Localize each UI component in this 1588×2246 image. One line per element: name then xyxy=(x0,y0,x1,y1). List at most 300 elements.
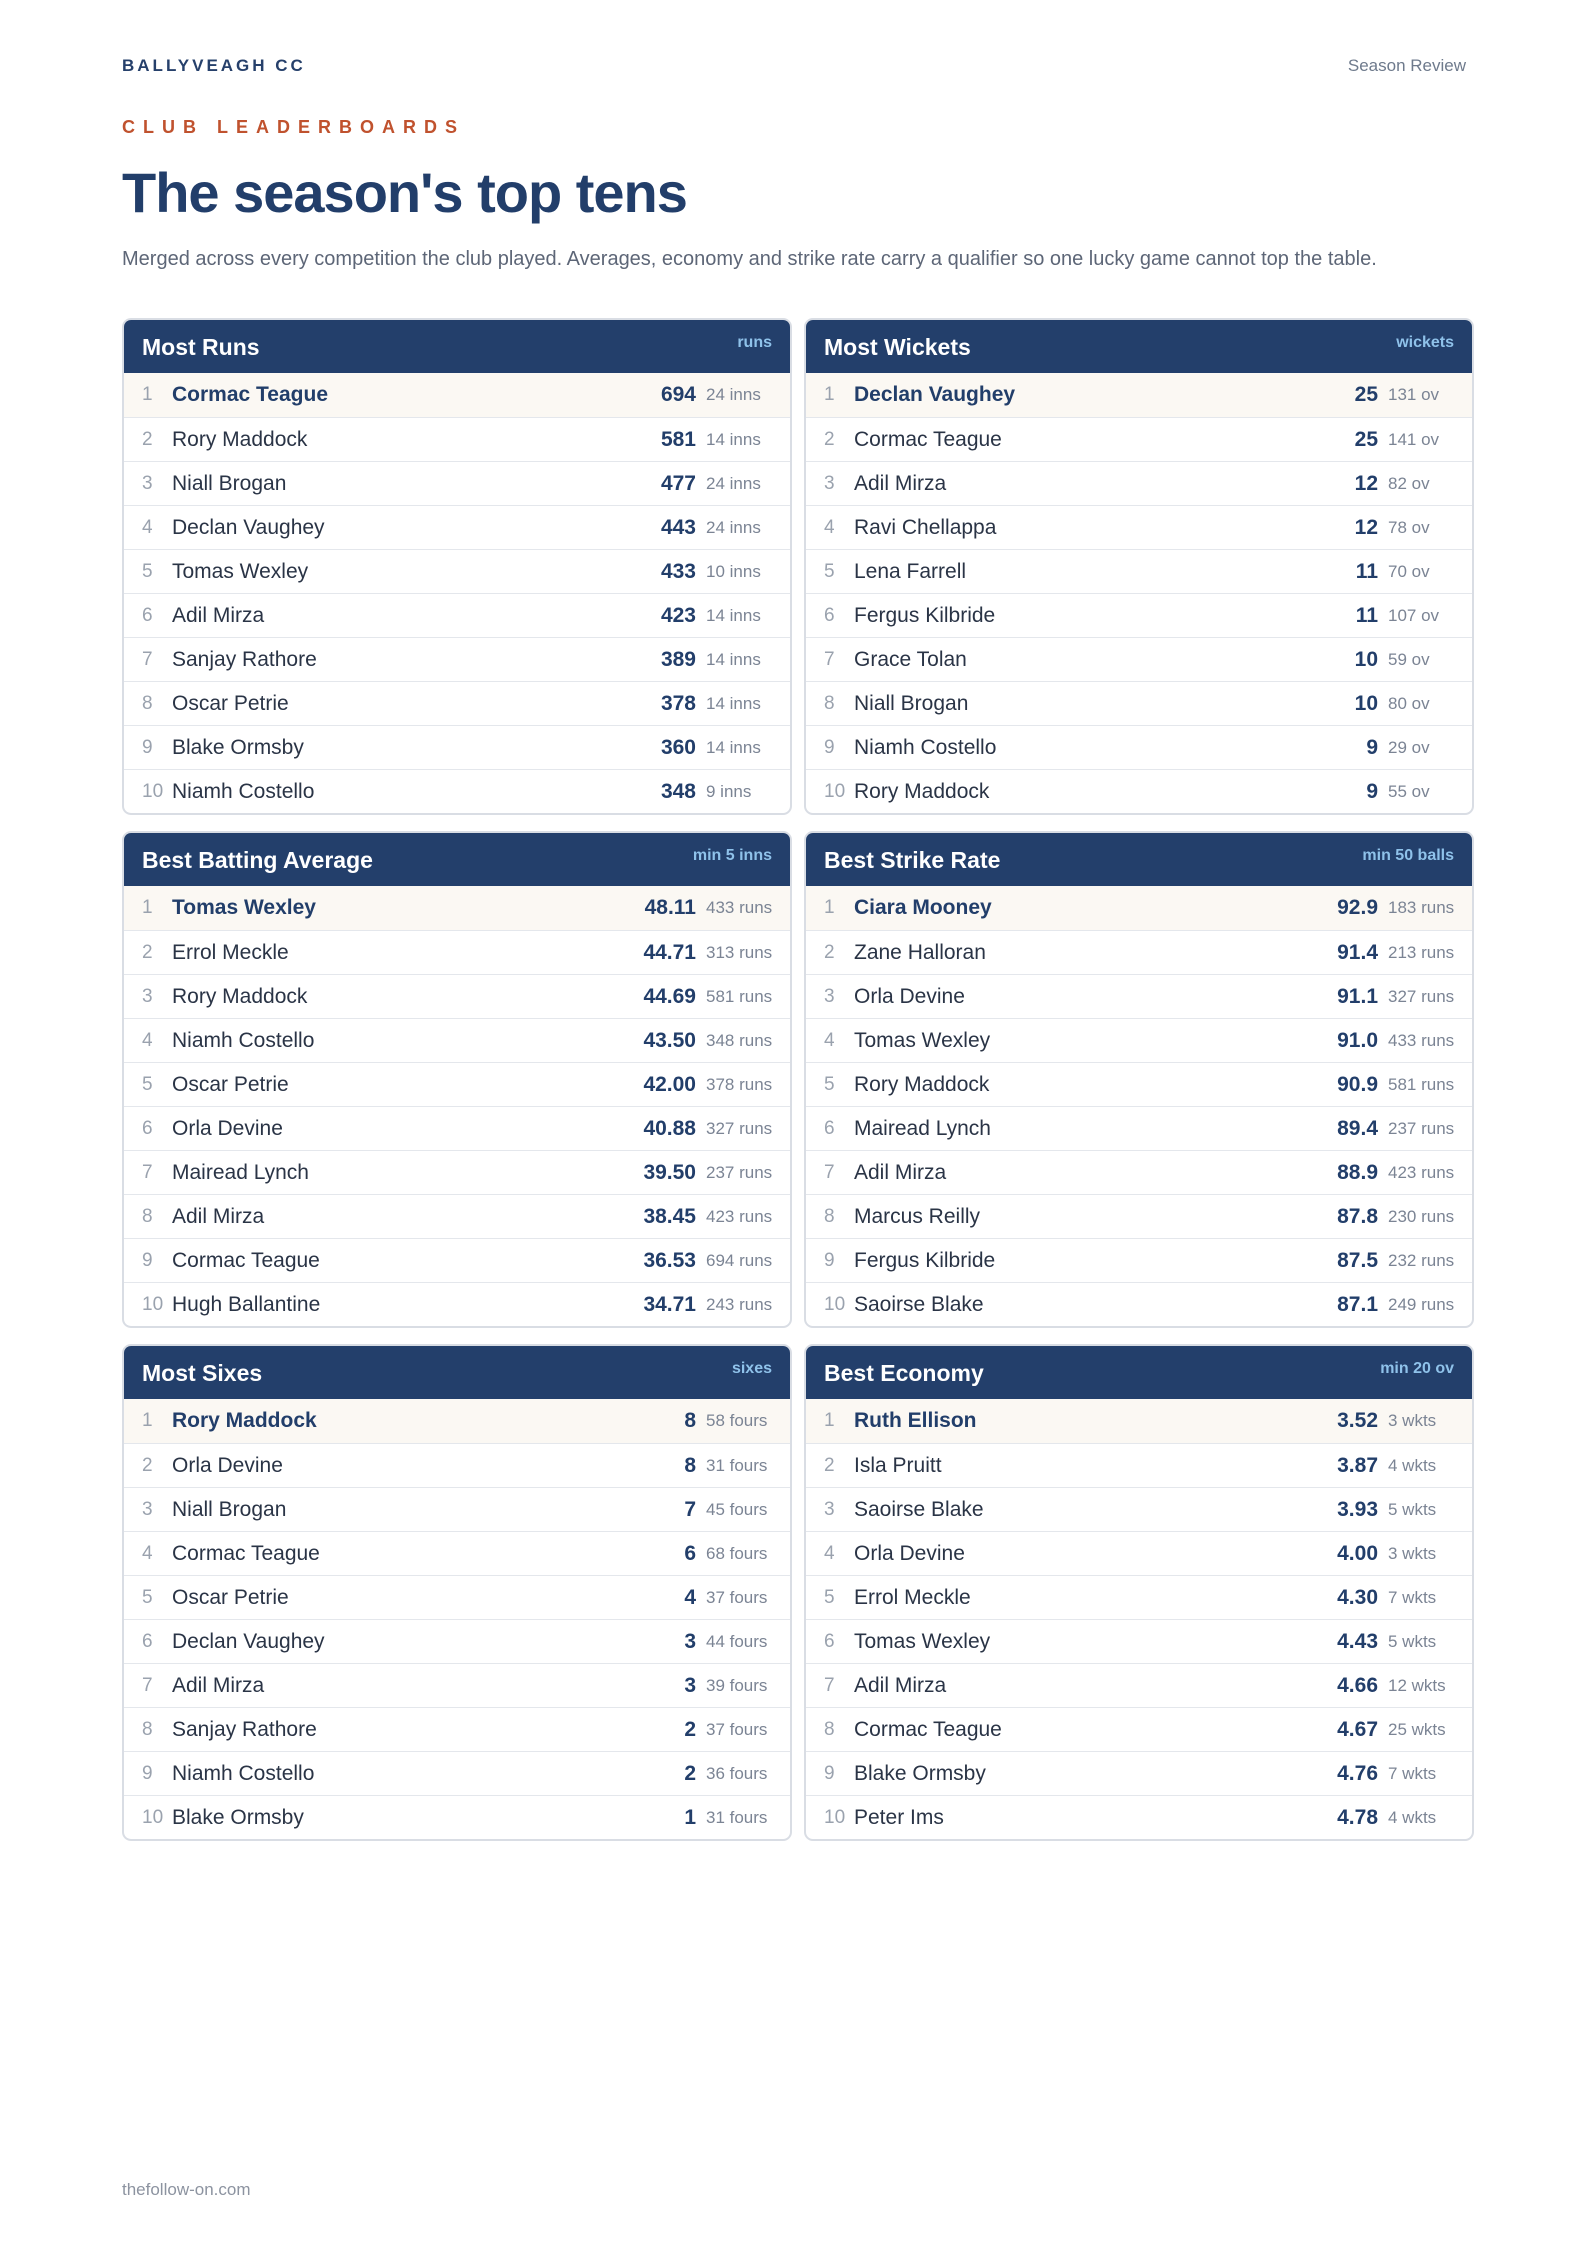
card-header xyxy=(124,320,790,373)
rank-cell: 10 xyxy=(142,1293,164,1315)
stat-context: 213 runs xyxy=(1388,942,1455,962)
table-row xyxy=(806,461,1472,505)
player-name: Oscar Petrie xyxy=(172,1072,289,1096)
page-subtitle: Merged across every competition the club played. Averages, economy and strike rate carry a qualifier so one lucky game cannot top the table. xyxy=(122,248,1377,270)
stat-value: 3.93 xyxy=(1337,1497,1378,1521)
stat-context: 44 fours xyxy=(706,1631,768,1651)
player-name: Sanjay Rathore xyxy=(172,1717,317,1741)
stat-value: 7 xyxy=(684,1497,696,1521)
player-name: Saoirse Blake xyxy=(854,1497,984,1521)
rank-cell: 6 xyxy=(142,1117,153,1139)
stat-context: 327 runs xyxy=(706,1118,773,1138)
stat-value: 25 xyxy=(1354,383,1378,406)
stat-value: 9 xyxy=(1366,735,1378,759)
table-row xyxy=(806,1663,1472,1707)
stat-context: 4 wkts xyxy=(1388,1455,1437,1475)
stat-context: 68 fours xyxy=(706,1543,768,1563)
rank-cell: 6 xyxy=(824,604,835,626)
rank-cell: 8 xyxy=(824,1718,835,1740)
table-row xyxy=(124,637,790,681)
club-name: BALLYVEAGH CC xyxy=(122,56,306,75)
card-title: Best Strike Rate xyxy=(824,847,1001,873)
player-name: Adil Mirza xyxy=(172,1204,265,1228)
card-title: Best Batting Average xyxy=(142,847,373,873)
player-name: Declan Vaughey xyxy=(172,515,325,539)
stat-value: 42.00 xyxy=(643,1072,696,1096)
card-header xyxy=(124,833,790,886)
section-label: Season Review xyxy=(1347,56,1466,75)
stat-context: 5 wkts xyxy=(1388,1499,1437,1519)
player-name: Orla Devine xyxy=(172,1116,283,1140)
player-name: Blake Ormsby xyxy=(172,1805,304,1829)
stat-context: 70 ov xyxy=(1388,561,1430,581)
table-row xyxy=(124,1106,790,1150)
stat-context: 24 inns xyxy=(706,385,761,404)
rank-cell: 4 xyxy=(142,1029,153,1051)
player-name: Peter Ims xyxy=(854,1805,944,1829)
rank-cell: 7 xyxy=(824,648,835,670)
rank-cell: 7 xyxy=(142,648,153,670)
card-qualifier: sixes xyxy=(731,1360,772,1377)
stat-context: 107 ov xyxy=(1388,605,1440,625)
player-name: Lena Farrell xyxy=(854,559,967,583)
card-rows xyxy=(806,886,1472,1326)
stat-context: 348 runs xyxy=(706,1030,773,1050)
stat-context: 5 wkts xyxy=(1388,1631,1437,1651)
rank-cell: 6 xyxy=(824,1117,835,1139)
table-row xyxy=(806,1707,1472,1751)
table-row xyxy=(124,1487,790,1531)
table-row xyxy=(806,417,1472,461)
table-row xyxy=(124,1443,790,1487)
player-name: Rory Maddock xyxy=(854,1072,990,1096)
stat-value: 38.45 xyxy=(643,1204,696,1228)
table-row xyxy=(806,1443,1472,1487)
table-row xyxy=(124,930,790,974)
rank-cell: 8 xyxy=(142,1718,153,1740)
stat-value: 4.00 xyxy=(1337,1541,1378,1565)
player-name: Errol Meckle xyxy=(172,940,289,964)
table-row xyxy=(124,549,790,593)
stat-value: 3 xyxy=(684,1673,696,1697)
stat-context: 59 ov xyxy=(1388,649,1430,669)
player-name: Adil Mirza xyxy=(854,1673,947,1697)
card-qualifier: min 50 balls xyxy=(1362,847,1454,864)
player-name: Rory Maddock xyxy=(172,984,308,1008)
table-row xyxy=(806,1238,1472,1282)
rank-cell: 2 xyxy=(142,428,153,450)
player-name: Niamh Costello xyxy=(172,779,315,803)
stat-value: 11 xyxy=(1355,603,1378,627)
rank-cell: 3 xyxy=(142,1498,153,1520)
stat-value: 477 xyxy=(660,471,696,495)
stat-context: 313 runs xyxy=(706,942,773,962)
stat-context: 141 ov xyxy=(1388,429,1440,449)
leaderboard-card xyxy=(122,1344,792,1841)
card-qualifier: min 5 inns xyxy=(692,847,772,864)
stat-context: 14 inns xyxy=(706,737,761,757)
stat-value: 3.52 xyxy=(1337,1409,1378,1432)
player-name: Ruth Ellison xyxy=(854,1409,977,1432)
table-row xyxy=(124,1663,790,1707)
stat-context: 78 ov xyxy=(1388,517,1430,537)
table-row xyxy=(124,1018,790,1062)
player-name: Rory Maddock xyxy=(172,427,308,451)
stat-value: 389 xyxy=(660,647,696,671)
table-row xyxy=(806,1575,1472,1619)
stat-context: 14 inns xyxy=(706,605,761,625)
rank-cell: 4 xyxy=(824,516,835,538)
player-name: Tomas Wexley xyxy=(854,1028,991,1052)
rank-cell: 9 xyxy=(142,1762,153,1784)
player-name: Niamh Costello xyxy=(854,735,997,759)
rank-cell: 9 xyxy=(824,1762,835,1784)
top-bar xyxy=(122,56,1466,76)
player-name: Adil Mirza xyxy=(172,603,265,627)
rank-cell: 3 xyxy=(824,985,835,1007)
player-name: Marcus Reilly xyxy=(854,1204,981,1228)
rank-cell: 1 xyxy=(142,1410,153,1431)
player-name: Tomas Wexley xyxy=(172,559,309,583)
stat-value: 433 xyxy=(660,559,696,583)
player-name: Adil Mirza xyxy=(172,1673,265,1697)
player-name: Declan Vaughey xyxy=(854,383,1016,406)
table-row xyxy=(124,1238,790,1282)
card-title: Most Runs xyxy=(142,334,260,360)
stat-context: 183 runs xyxy=(1388,898,1455,917)
rank-cell: 10 xyxy=(824,1293,846,1315)
page-title: The season's top tens xyxy=(122,161,687,224)
rank-cell: 4 xyxy=(824,1029,835,1051)
player-name: Isla Pruitt xyxy=(854,1453,942,1477)
player-name: Cormac Teague xyxy=(854,427,1002,451)
stat-value: 378 xyxy=(660,691,696,715)
stat-value: 2 xyxy=(684,1717,696,1741)
table-row xyxy=(806,681,1472,725)
stat-value: 443 xyxy=(660,515,696,539)
rank-cell: 6 xyxy=(824,1630,835,1652)
rank-cell: 1 xyxy=(824,897,835,918)
table-row xyxy=(124,373,790,417)
stat-context: 237 runs xyxy=(706,1162,773,1182)
stat-value: 12 xyxy=(1354,515,1378,539)
stat-value: 1 xyxy=(684,1805,696,1829)
rank-cell: 3 xyxy=(142,472,153,494)
rank-cell: 6 xyxy=(142,1630,153,1652)
stat-context: 249 runs xyxy=(1388,1294,1455,1314)
rank-cell: 1 xyxy=(142,384,153,405)
stat-value: 91.0 xyxy=(1337,1028,1378,1052)
stat-value: 4 xyxy=(684,1585,696,1609)
rank-cell: 3 xyxy=(824,472,835,494)
player-name: Cormac Teague xyxy=(172,383,328,406)
player-name: Oscar Petrie xyxy=(172,691,289,715)
rank-cell: 2 xyxy=(142,1454,153,1476)
table-row xyxy=(124,417,790,461)
player-name: Blake Ormsby xyxy=(172,735,304,759)
table-row xyxy=(124,1707,790,1751)
card-qualifier: wickets xyxy=(1396,334,1454,351)
table-row xyxy=(806,637,1472,681)
stat-context: 39 fours xyxy=(706,1675,768,1695)
stat-value: 11 xyxy=(1355,559,1378,583)
stat-value: 39.50 xyxy=(643,1160,696,1184)
table-row xyxy=(124,769,790,813)
stat-context: 423 runs xyxy=(1388,1162,1455,1182)
card-rows xyxy=(806,1399,1472,1839)
stat-context: 80 ov xyxy=(1388,693,1430,713)
stat-context: 230 runs xyxy=(1388,1206,1455,1226)
player-name: Cormac Teague xyxy=(172,1248,320,1272)
card-title: Most Sixes xyxy=(142,1360,263,1386)
rank-cell: 9 xyxy=(824,1249,835,1271)
card-header xyxy=(806,320,1472,373)
table-row xyxy=(806,505,1472,549)
table-row xyxy=(806,1795,1472,1839)
rank-cell: 9 xyxy=(142,736,153,758)
table-row xyxy=(124,1150,790,1194)
card-rows xyxy=(806,373,1472,813)
table-row xyxy=(806,930,1472,974)
rank-cell: 9 xyxy=(824,736,835,758)
table-row xyxy=(806,725,1472,769)
card-rows xyxy=(124,1399,790,1839)
rank-cell: 4 xyxy=(142,516,153,538)
stat-value: 2 xyxy=(684,1761,696,1785)
stat-context: 327 runs xyxy=(1388,986,1455,1006)
rank-cell: 2 xyxy=(824,941,835,963)
stat-context: 3 wkts xyxy=(1388,1411,1437,1430)
stat-value: 87.1 xyxy=(1337,1292,1378,1316)
stat-value: 9 xyxy=(1366,779,1378,803)
player-name: Niamh Costello xyxy=(172,1028,315,1052)
table-row xyxy=(806,1531,1472,1575)
stat-value: 4.67 xyxy=(1337,1717,1378,1741)
stat-context: 7 wkts xyxy=(1388,1587,1437,1607)
table-row xyxy=(124,1619,790,1663)
stat-value: 91.4 xyxy=(1337,940,1378,964)
stat-context: 24 inns xyxy=(706,517,761,537)
kicker: CLUB LEADERBOARDS xyxy=(122,117,465,137)
stat-context: 7 wkts xyxy=(1388,1763,1437,1783)
table-row xyxy=(806,886,1472,930)
stat-context: 581 runs xyxy=(1388,1074,1455,1094)
player-name: Rory Maddock xyxy=(172,1409,317,1432)
table-row xyxy=(806,373,1472,417)
rank-cell: 8 xyxy=(824,692,835,714)
table-row xyxy=(124,1282,790,1326)
stat-value: 34.71 xyxy=(643,1292,696,1316)
player-name: Declan Vaughey xyxy=(172,1629,325,1653)
stat-value: 8 xyxy=(684,1453,696,1477)
player-name: Orla Devine xyxy=(854,1541,965,1565)
player-name: Orla Devine xyxy=(854,984,965,1008)
rank-cell: 10 xyxy=(142,780,164,802)
table-row xyxy=(806,1194,1472,1238)
leaderboard-card xyxy=(122,831,792,1328)
stat-value: 12 xyxy=(1354,471,1378,495)
player-name: Niamh Costello xyxy=(172,1761,315,1785)
player-name: Cormac Teague xyxy=(172,1541,320,1565)
rank-cell: 5 xyxy=(824,560,835,582)
stat-value: 87.8 xyxy=(1337,1204,1378,1228)
stat-context: 433 runs xyxy=(1388,1030,1455,1050)
leaderboard-card xyxy=(804,318,1474,815)
stat-value: 87.5 xyxy=(1337,1248,1378,1272)
footer-link[interactable]: thefollow-on.com xyxy=(122,2180,251,2199)
player-name: Cormac Teague xyxy=(854,1717,1002,1741)
player-name: Niall Brogan xyxy=(172,1497,287,1521)
card-qualifier: runs xyxy=(737,334,772,351)
player-name: Ravi Chellappa xyxy=(854,515,997,539)
table-row xyxy=(806,593,1472,637)
card-rows xyxy=(124,373,790,813)
rank-cell: 6 xyxy=(142,604,153,626)
rank-cell: 1 xyxy=(142,897,153,918)
rank-cell: 3 xyxy=(824,1498,835,1520)
stat-context: 3 wkts xyxy=(1388,1543,1437,1563)
stat-value: 40.88 xyxy=(643,1116,696,1140)
stat-context: 58 fours xyxy=(706,1411,768,1430)
stat-value: 4.30 xyxy=(1337,1585,1378,1609)
stat-value: 91.1 xyxy=(1337,984,1378,1008)
stat-context: 694 runs xyxy=(706,1250,773,1270)
rank-cell: 3 xyxy=(142,985,153,1007)
stat-context: 36 fours xyxy=(706,1763,768,1783)
leaderboard-card xyxy=(122,318,792,815)
rank-cell: 1 xyxy=(824,1410,835,1431)
leaderboard-grid xyxy=(122,318,1474,1841)
stat-context: 14 inns xyxy=(706,429,761,449)
stat-context: 243 runs xyxy=(706,1294,773,1314)
table-row xyxy=(124,461,790,505)
rank-cell: 8 xyxy=(142,692,153,714)
table-row xyxy=(124,681,790,725)
table-row xyxy=(806,1106,1472,1150)
rank-cell: 8 xyxy=(142,1205,153,1227)
rank-cell: 10 xyxy=(824,780,846,802)
player-name: Sanjay Rathore xyxy=(172,647,317,671)
player-name: Oscar Petrie xyxy=(172,1585,289,1609)
stat-context: 25 wkts xyxy=(1388,1719,1446,1739)
rank-cell: 4 xyxy=(824,1542,835,1564)
stat-value: 348 xyxy=(660,779,696,803)
stat-context: 31 fours xyxy=(706,1455,768,1475)
stat-context: 232 runs xyxy=(1388,1250,1455,1270)
stat-context: 31 fours xyxy=(706,1807,768,1827)
stat-value: 92.9 xyxy=(1337,896,1378,919)
player-name: Zane Halloran xyxy=(854,940,986,964)
stat-value: 88.9 xyxy=(1337,1160,1378,1184)
table-row xyxy=(806,769,1472,813)
rank-cell: 10 xyxy=(824,1806,846,1828)
table-row xyxy=(806,549,1472,593)
stat-value: 90.9 xyxy=(1337,1072,1378,1096)
table-row xyxy=(806,1018,1472,1062)
stat-context: 9 inns xyxy=(706,781,752,801)
table-row xyxy=(124,1194,790,1238)
rank-cell: 7 xyxy=(824,1161,835,1183)
table-row xyxy=(124,725,790,769)
table-row xyxy=(124,505,790,549)
table-row xyxy=(124,1795,790,1839)
card-header xyxy=(806,1346,1472,1399)
player-name: Fergus Kilbride xyxy=(854,603,996,627)
rank-cell: 2 xyxy=(824,428,835,450)
rank-cell: 5 xyxy=(824,1586,835,1608)
rank-cell: 9 xyxy=(142,1249,153,1271)
player-name: Adil Mirza xyxy=(854,471,947,495)
stat-value: 44.69 xyxy=(643,984,696,1008)
table-row xyxy=(124,1531,790,1575)
player-name: Tomas Wexley xyxy=(854,1629,991,1653)
stat-context: 423 runs xyxy=(706,1206,773,1226)
stat-value: 25 xyxy=(1354,427,1378,451)
stat-context: 581 runs xyxy=(706,986,773,1006)
player-name: Tomas Wexley xyxy=(172,896,316,919)
stat-context: 378 runs xyxy=(706,1074,773,1094)
stat-value: 10 xyxy=(1354,691,1378,715)
rank-cell: 8 xyxy=(824,1205,835,1227)
stat-value: 4.66 xyxy=(1337,1673,1378,1697)
table-row xyxy=(806,1062,1472,1106)
table-row xyxy=(124,1575,790,1619)
player-name: Niall Brogan xyxy=(172,471,287,495)
stat-value: 8 xyxy=(684,1409,696,1432)
stat-value: 360 xyxy=(660,735,696,759)
leaderboard-card xyxy=(804,831,1474,1328)
player-name: Mairead Lynch xyxy=(172,1160,309,1184)
stat-context: 10 inns xyxy=(706,561,761,581)
table-row xyxy=(124,886,790,930)
rank-cell: 4 xyxy=(142,1542,153,1564)
stat-value: 43.50 xyxy=(643,1028,696,1052)
table-row xyxy=(806,1399,1472,1443)
player-name: Hugh Ballantine xyxy=(172,1292,321,1316)
card-title: Most Wickets xyxy=(824,334,971,360)
card-header xyxy=(124,1346,790,1399)
player-name: Blake Ormsby xyxy=(854,1761,986,1785)
player-name: Ciara Mooney xyxy=(854,896,992,919)
player-name: Rory Maddock xyxy=(854,779,990,803)
rank-cell: 5 xyxy=(142,560,153,582)
stat-context: 82 ov xyxy=(1388,473,1430,493)
stat-context: 12 wkts xyxy=(1388,1675,1446,1695)
card-header xyxy=(806,833,1472,886)
table-row xyxy=(806,974,1472,1018)
stat-value: 4.78 xyxy=(1337,1805,1378,1829)
player-name: Grace Tolan xyxy=(854,647,967,671)
table-row xyxy=(124,1751,790,1795)
stat-value: 10 xyxy=(1354,647,1378,671)
stat-value: 3.87 xyxy=(1337,1453,1378,1477)
stat-value: 6 xyxy=(684,1541,696,1565)
stat-context: 45 fours xyxy=(706,1499,768,1519)
card-qualifier: min 20 ov xyxy=(1380,1360,1454,1377)
table-row xyxy=(806,1619,1472,1663)
stat-context: 24 inns xyxy=(706,473,761,493)
rank-cell: 7 xyxy=(824,1674,835,1696)
rank-cell: 7 xyxy=(142,1674,153,1696)
player-name: Orla Devine xyxy=(172,1453,283,1477)
rank-cell: 2 xyxy=(142,941,153,963)
stat-context: 14 inns xyxy=(706,693,761,713)
rank-cell: 7 xyxy=(142,1161,153,1183)
leaderboard-card xyxy=(804,1344,1474,1841)
table-row xyxy=(806,1751,1472,1795)
stat-value: 423 xyxy=(660,603,696,627)
stat-context: 237 runs xyxy=(1388,1118,1455,1138)
